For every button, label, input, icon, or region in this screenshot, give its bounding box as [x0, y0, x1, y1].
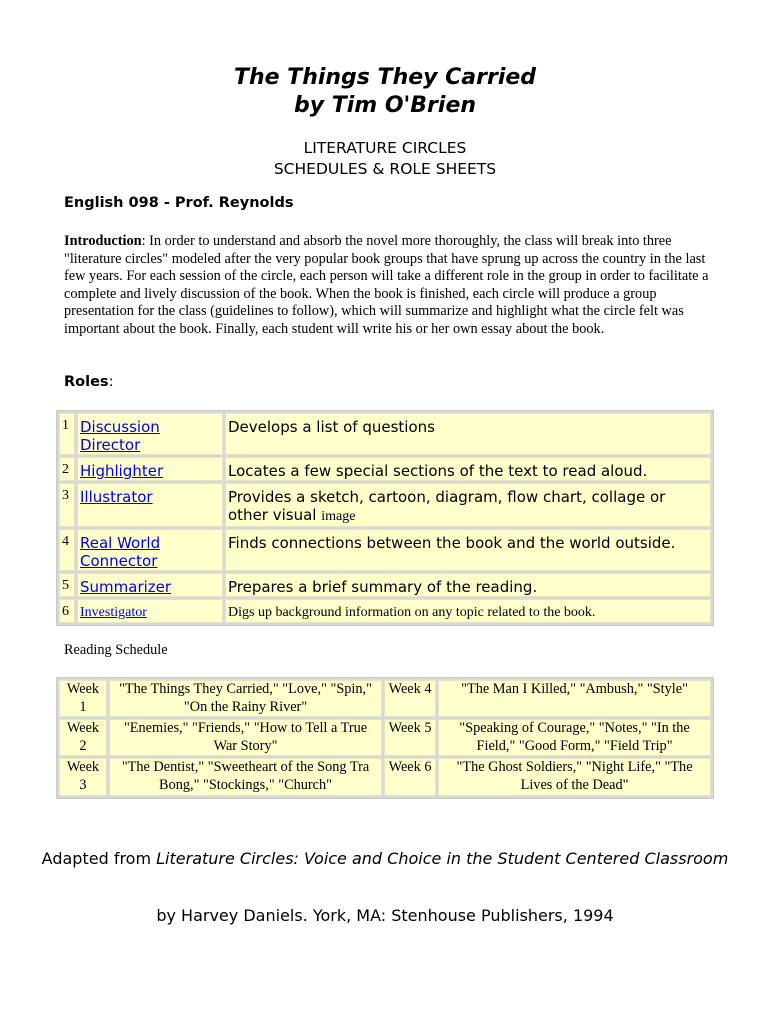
source-credit	[0, 848, 770, 869]
role-link-highlighter[interactable]: Highlighter	[80, 462, 164, 480]
week-cell: Week 2	[59, 719, 107, 756]
week-cell: Week 6	[384, 758, 436, 795]
reading-cell: "Speaking of Courage," "Notes," "In the Field," "Good Form," "Field Trip"	[438, 719, 711, 756]
subtitle-line-1: LITERATURE CIRCLES	[303, 139, 467, 157]
source-publication: by Harvey Daniels. York, MA: Stenhouse Publishers, 1994	[156, 906, 614, 925]
title-line-2: by Tim O'Brien	[293, 93, 477, 118]
role-link-discussion-director[interactable]: Discussion Director	[80, 418, 160, 454]
subtitle-line-2: SCHEDULES & ROLE SHEETS	[273, 160, 497, 178]
role-description: Prepares a brief summary of the reading.	[225, 573, 711, 597]
reading-cell: "The Ghost Soldiers," "Night Life," "The Lives of the Dead"	[438, 758, 711, 795]
reading-cell: "The Dentist," "Sweetheart of the Song Tra Bong," "Stockings," "Church"	[109, 758, 382, 795]
table-row	[59, 529, 711, 571]
table-row	[59, 483, 711, 527]
table-row	[59, 758, 711, 795]
role-number: 3	[59, 483, 75, 527]
role-number: 6	[59, 599, 75, 623]
reading-cell: "Enemies," "Friends," "How to Tell a True War Story"	[109, 719, 382, 756]
role-link-illustrator[interactable]: Illustrator	[80, 488, 153, 506]
week-cell: Week 3	[59, 758, 107, 795]
table-row	[59, 599, 711, 623]
introduction-paragraph	[64, 233, 712, 339]
course-heading: English 098 - Prof. Reynolds	[64, 195, 294, 211]
role-description-extra: image	[321, 509, 356, 524]
table-row	[59, 719, 711, 756]
introduction-text: : In order to understand and absorb the novel more thoroughly, the class will break into three "literature circles" modeled after the very popular book groups that have sprung up across the country in the last few years. For each session of the circle, each person will take a different role in the group in order to facilitate a complete and lively discussion of the book. When the book is finished, each circle will produce a group presentation for the class (guidelines to follow), which will summarize and highlight what the circle felt was important about the book. Finally, each student will write his or her own essay about the book.	[64, 233, 709, 337]
table-row	[59, 457, 711, 481]
reading-cell: "The Things They Carried," "Love," "Spin," "On the Rainy River"	[109, 680, 382, 717]
title-line-1: The Things They Carried	[233, 65, 537, 90]
table-row	[59, 573, 711, 597]
role-number: 1	[59, 413, 75, 455]
document-subtitle	[0, 138, 770, 180]
week-cell: Week 4	[384, 680, 436, 717]
role-description: Digs up background information on any topic related to the book.	[225, 599, 711, 623]
role-number: 2	[59, 457, 75, 481]
role-link-summarizer[interactable]: Summarizer	[80, 578, 172, 596]
role-description: Finds connections between the book and the world outside.	[225, 529, 711, 571]
roles-table	[56, 410, 714, 626]
role-description: Locates a few special sections of the text to read aloud.	[225, 457, 711, 481]
role-description-text: Provides a sketch, cartoon, diagram, flow chart, collage or other visual	[228, 488, 666, 524]
week-cell: Week 5	[384, 719, 436, 756]
week-cell: Week 1	[59, 680, 107, 717]
table-row	[59, 413, 711, 455]
reading-schedule-label: Reading Schedule	[64, 642, 168, 658]
role-number: 5	[59, 573, 75, 597]
roles-heading-colon: :	[108, 374, 114, 390]
reading-schedule-table	[56, 677, 714, 799]
credit-book-title: Literature Circles: Voice and Choice in the Student Centered Classroom	[156, 849, 729, 868]
role-number: 4	[59, 529, 75, 571]
table-row	[59, 680, 711, 717]
credit-prefix: Adapted from	[41, 849, 157, 868]
roles-heading-text: Roles	[64, 374, 109, 390]
document-title	[0, 64, 770, 120]
roles-heading	[64, 374, 113, 390]
introduction-label: Introduction	[64, 233, 142, 249]
role-description	[225, 483, 711, 527]
reading-cell: "The Man I Killed," "Ambush," "Style"	[438, 680, 711, 717]
role-link-real-world-connector[interactable]: Real World Connector	[80, 534, 161, 570]
role-link-investigator[interactable]: Investigator	[80, 605, 147, 620]
role-description: Develops a list of questions	[225, 413, 711, 455]
